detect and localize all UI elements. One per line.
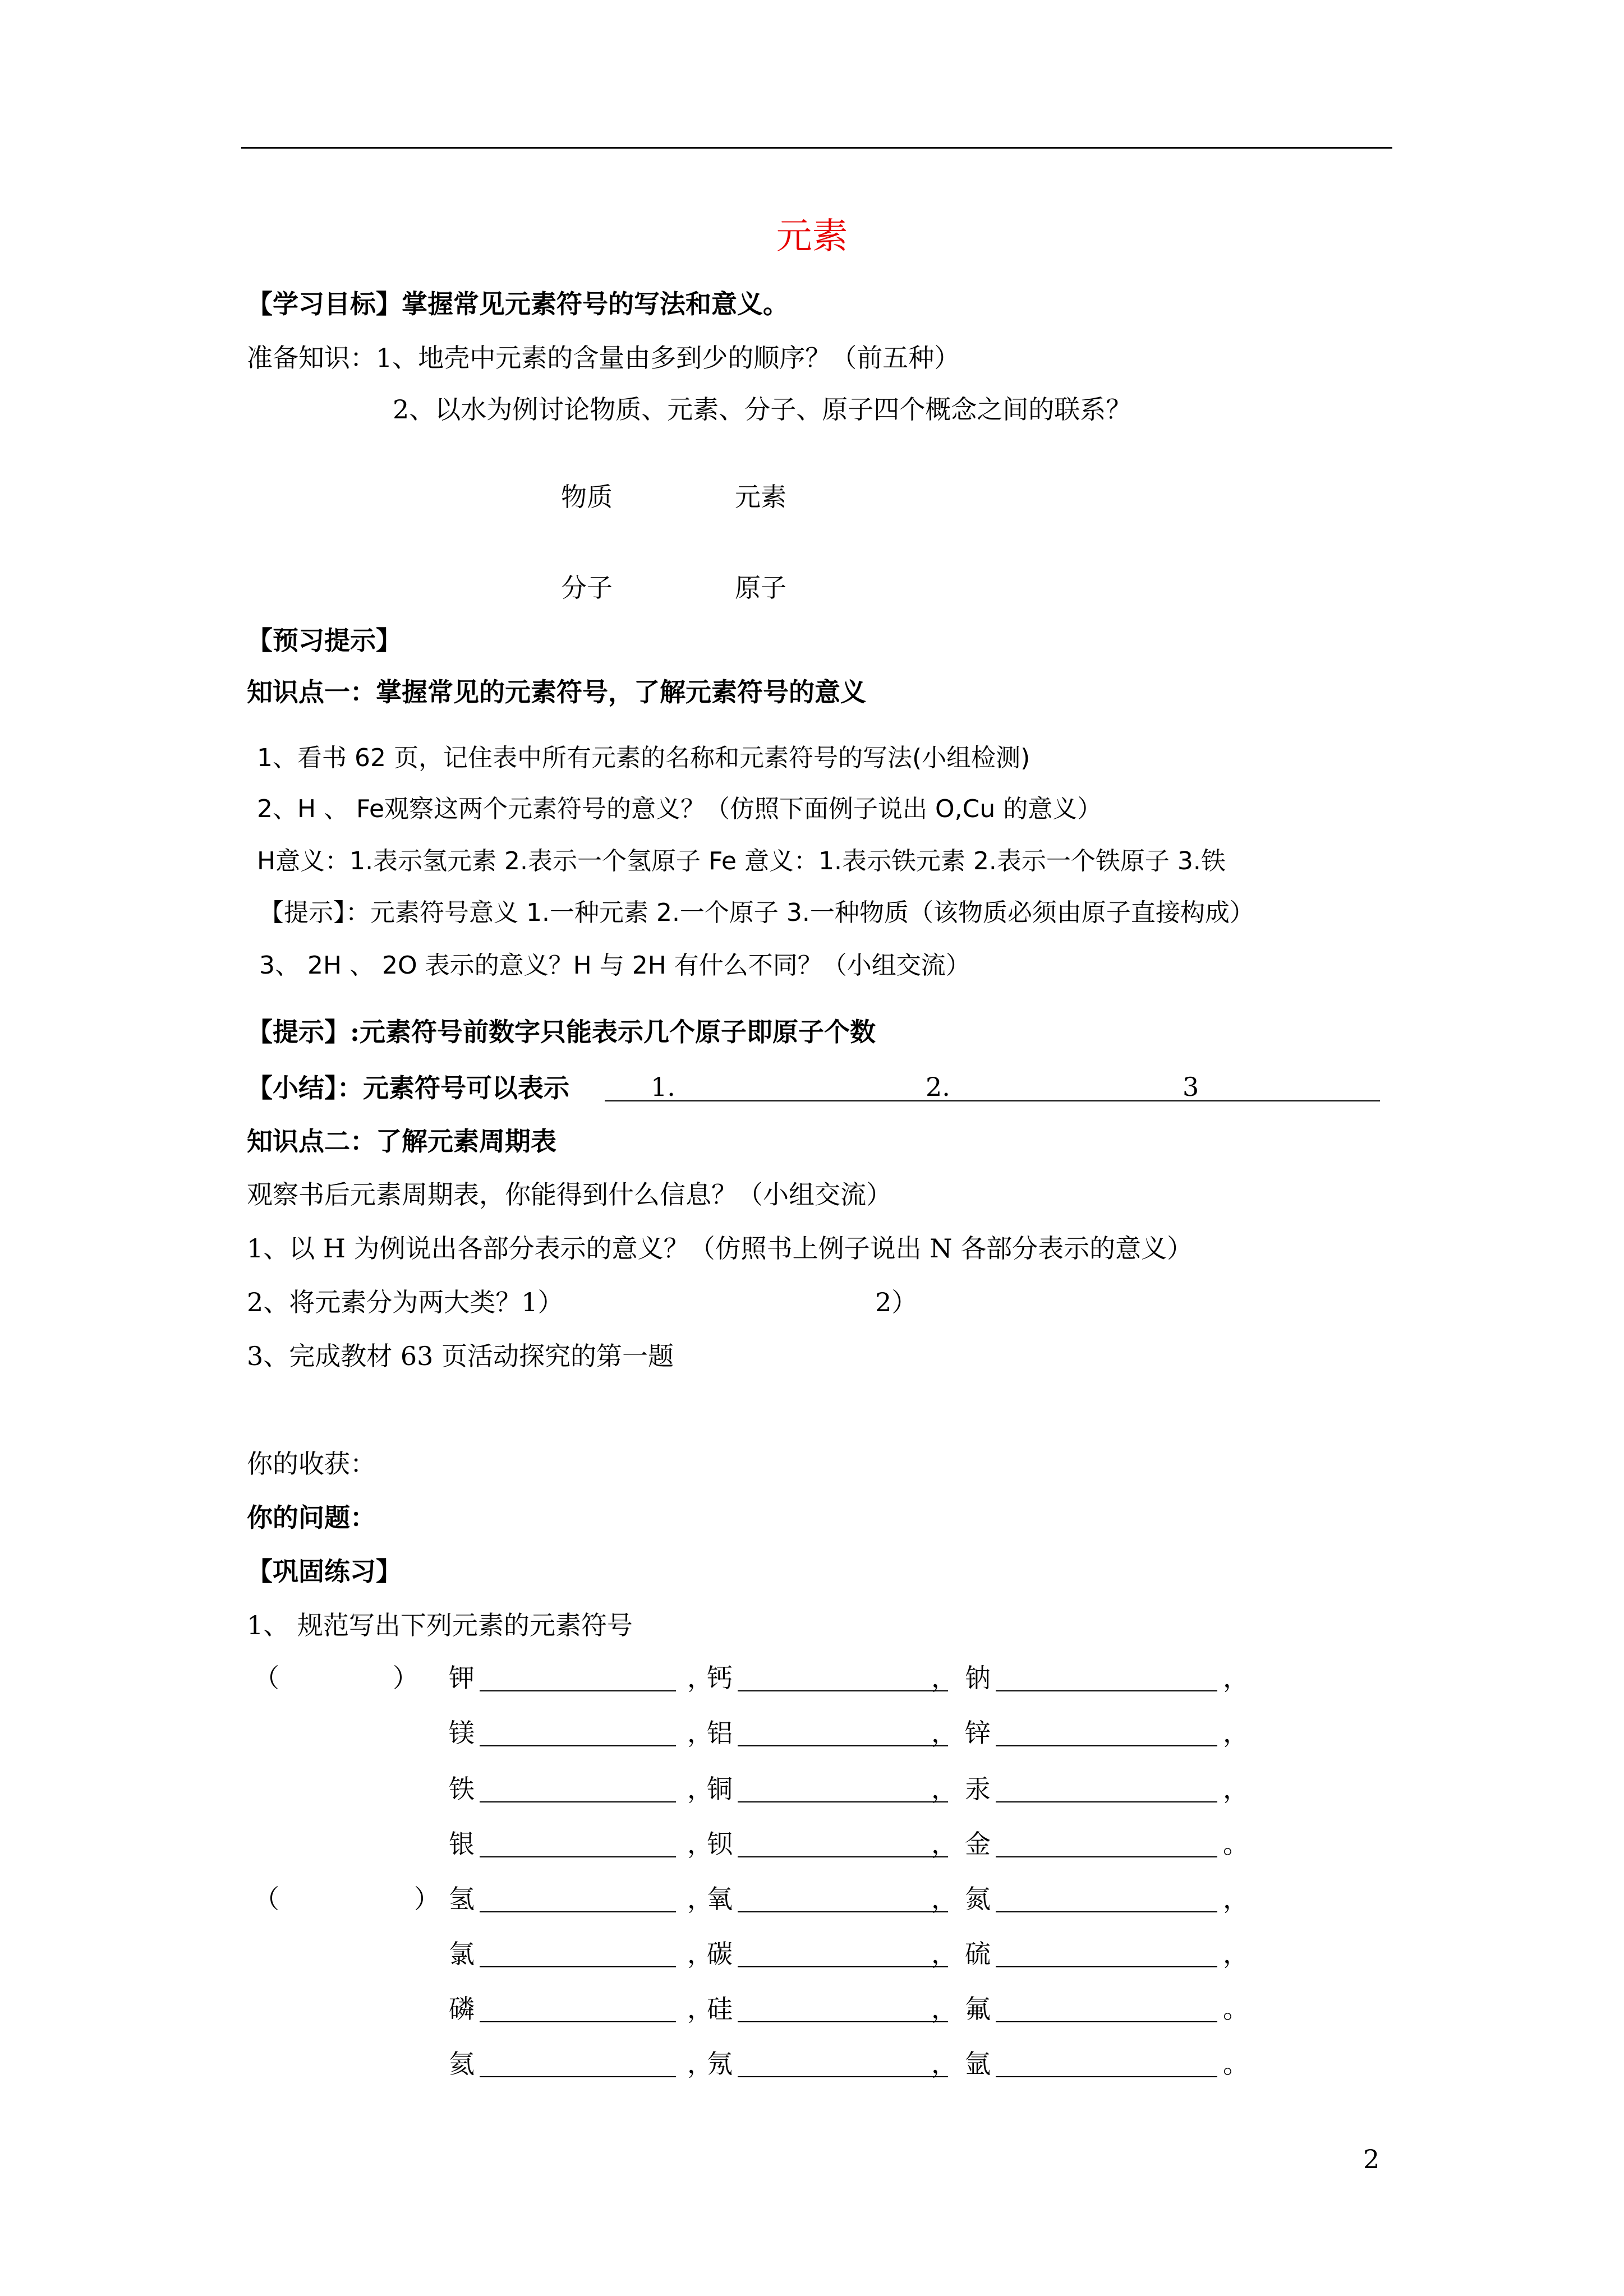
comma: ， (931, 1939, 957, 1969)
comma: ， (931, 1829, 957, 1859)
symbol-answer-blank[interactable] (996, 1801, 1217, 1802)
prep-question-2: 2、以水为例讨论物质、元素、分子、原子四个概念之间的联系？ (393, 394, 1132, 425)
element-name: 金 (965, 1829, 991, 1859)
row-end-punct: ， (1223, 1774, 1249, 1804)
answer-paren-open-2: （ (254, 1884, 279, 1914)
summary-label: 【小结】：元素符号可以表示 (247, 1073, 569, 1103)
concept-element: 元素 (735, 482, 786, 512)
symbol-answer-blank[interactable] (738, 2076, 948, 2077)
symbol-answer-blank[interactable] (480, 1856, 676, 1857)
comma: ， (687, 1884, 713, 1914)
practice-heading: 【巩固练习】 (247, 1556, 402, 1587)
symbol-answer-blank[interactable] (480, 1745, 676, 1746)
kp1-heading: 知识点一：掌握常见的元素符号，了解元素符号的意义 (247, 677, 866, 707)
kp2-line-2: 1、以 H 为例说出各部分表示的意义？（仿照书上例子说出 N 各部分表示的意义） (247, 1233, 1193, 1264)
element-name: 钾 (449, 1663, 475, 1693)
element-name: 铝 (707, 1718, 733, 1748)
symbol-answer-blank[interactable] (480, 1801, 676, 1802)
comma: ， (687, 1663, 713, 1693)
element-name: 汞 (965, 1774, 991, 1804)
row-end-punct: ， (1223, 1663, 1249, 1693)
element-name: 氧 (707, 1884, 733, 1914)
kp2-line-3: 2、将元素分为两大类？1） (247, 1287, 564, 1317)
element-name: 铜 (707, 1774, 733, 1804)
concept-atom: 原子 (735, 573, 786, 603)
element-name: 碳 (707, 1939, 733, 1969)
symbol-answer-blank[interactable] (996, 2021, 1217, 2022)
summary-item-2: 2. (926, 1072, 950, 1102)
comma: ， (931, 1663, 957, 1693)
concept-molecule: 分子 (561, 573, 613, 603)
comma: ， (687, 1718, 713, 1748)
symbol-answer-blank[interactable] (738, 1856, 948, 1857)
element-name: 锌 (965, 1718, 991, 1748)
element-name: 硫 (965, 1939, 991, 1969)
symbol-answer-blank[interactable] (996, 1745, 1217, 1746)
question-label: 你的问题： (247, 1502, 376, 1533)
element-name: 钠 (965, 1663, 991, 1693)
kp1-line-3: H意义：1.表示氢元素 2.表示一个氢原子 Fe 意义：1.表示铁元素 2.表示一个铁原子 3.铁 (257, 847, 1226, 875)
kp1-line-4: 【提示】：元素符号意义 1.一种元素 2.一个原子 3.一种物质（该物质必须由原子直接构成） (259, 898, 1254, 927)
page-title: 元素 (776, 216, 848, 257)
element-name: 镁 (449, 1718, 475, 1748)
kp2-line-3b: 2） (875, 1287, 918, 1317)
symbol-answer-blank[interactable] (480, 2076, 676, 2077)
symbol-answer-blank[interactable] (996, 2076, 1217, 2077)
gain-label: 你的收获： (247, 1449, 376, 1479)
comma: ， (687, 1829, 713, 1859)
symbol-answer-blank[interactable] (996, 1690, 1217, 1691)
preview-heading: 【预习提示】 (247, 625, 402, 656)
comma: ， (687, 1939, 713, 1969)
element-name: 氮 (965, 1884, 991, 1914)
element-name: 氦 (449, 2049, 475, 2079)
kp1-hint: 【提示】:元素符号前数字只能表示几个原子即原子个数 (247, 1017, 876, 1047)
element-name: 硅 (707, 1994, 733, 2024)
comma: ， (931, 1774, 957, 1804)
symbol-answer-blank[interactable] (738, 1801, 948, 1802)
symbol-answer-blank[interactable] (738, 1966, 948, 1967)
page-number: 2 (1363, 2144, 1380, 2174)
symbol-answer-blank[interactable] (996, 1911, 1217, 1912)
answer-paren-open-1: （ (254, 1663, 279, 1693)
symbol-answer-blank[interactable] (480, 2021, 676, 2022)
comma: ， (687, 2049, 713, 2079)
summary-underline (605, 1100, 1380, 1101)
row-end-punct: ， (1223, 1718, 1249, 1748)
concept-substance: 物质 (561, 482, 613, 512)
practice-question-1: 1、 规范写出下列元素的元素符号 (247, 1610, 633, 1640)
comma: ， (931, 1994, 957, 2024)
symbol-answer-blank[interactable] (996, 1856, 1217, 1857)
symbol-answer-blank[interactable] (738, 1745, 948, 1746)
kp1-line-1: 1、看书 62 页，记住表中所有元素的名称和元素符号的写法(小组检测) (257, 744, 1030, 772)
symbol-answer-blank[interactable] (480, 1690, 676, 1691)
element-name: 氯 (449, 1939, 475, 1969)
symbol-answer-blank[interactable] (738, 1911, 948, 1912)
element-name: 氟 (965, 1994, 991, 2024)
symbol-answer-blank[interactable] (996, 1966, 1217, 1967)
comma: ， (931, 1884, 957, 1914)
element-name: 钙 (707, 1663, 733, 1693)
kp1-line-5: 3、 2H 、 2O 表示的意义？H 与 2H 有什么不同？（小组交流） (259, 951, 970, 980)
summary-item-1: 1. (651, 1072, 675, 1102)
kp2-line-1: 观察书后元素周期表，你能得到什么信息？（小组交流） (247, 1179, 892, 1210)
comma: ， (687, 1994, 713, 2024)
row-end-punct: 。 (1223, 2049, 1249, 2079)
element-name: 氖 (707, 2049, 733, 2079)
summary-item-3: 3 (1183, 1072, 1199, 1102)
element-name: 钡 (707, 1829, 733, 1859)
kp2-line-4: 3、完成教材 63 页活动探究的第一题 (247, 1341, 674, 1371)
prep-question-1: 准备知识：1、地壳中元素的含量由多到少的顺序？（前五种） (247, 343, 960, 373)
row-end-punct: ， (1223, 1939, 1249, 1969)
comma: ， (931, 1718, 957, 1748)
learning-objective: 【学习目标】掌握常见元素符号的写法和意义。 (247, 289, 789, 319)
row-end-punct: 。 (1223, 1994, 1249, 2024)
comma: ， (687, 1774, 713, 1804)
answer-paren-close-2: ） (414, 1884, 440, 1914)
kp2-heading: 知识点二：了解元素周期表 (247, 1126, 556, 1156)
row-end-punct: 。 (1223, 1829, 1249, 1859)
symbol-answer-blank[interactable] (738, 1690, 948, 1691)
element-name: 银 (449, 1829, 475, 1859)
element-name: 磷 (449, 1994, 475, 2024)
row-end-punct: ， (1223, 1884, 1249, 1914)
kp1-line-2: 2、H 、 Fe观察这两个元素符号的意义？（仿照下面例子说出 O,Cu 的意义） (257, 795, 1102, 823)
symbol-answer-blank[interactable] (480, 1966, 676, 1967)
symbol-answer-blank[interactable] (480, 1911, 676, 1912)
comma: ， (931, 2049, 957, 2079)
header-rule (241, 147, 1392, 149)
symbol-answer-blank[interactable] (738, 2021, 948, 2022)
element-name: 氢 (449, 1884, 475, 1914)
answer-paren-close-1: ） (393, 1663, 418, 1693)
element-name: 氩 (965, 2049, 991, 2079)
element-name: 铁 (449, 1774, 475, 1804)
